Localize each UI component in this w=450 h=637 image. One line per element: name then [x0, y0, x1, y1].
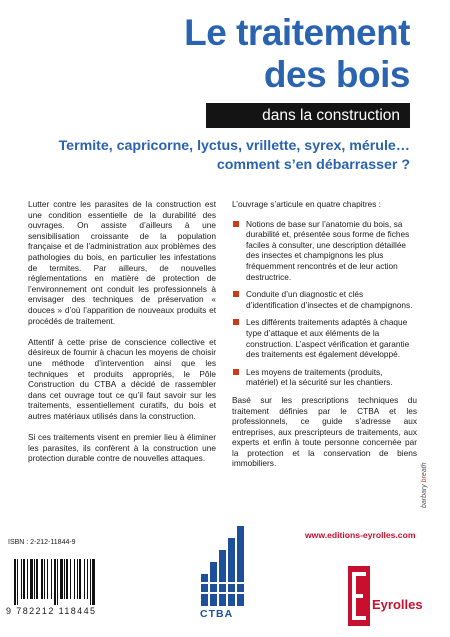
- eyrolles-logo-text: Eyrolles: [372, 597, 423, 612]
- tagline: [10, 137, 410, 175]
- design-credit: [421, 462, 428, 508]
- chapter-text: Conduite d’un diagnostic et clés d’identification d’insectes et de champignons.: [246, 289, 413, 310]
- book-title-line1: Le traitement: [184, 12, 410, 53]
- chapters-outro: Basé sur les prescriptions techniques du traitement définies par le CTBA et les professionnels, ce guide s’adresse aux entreprises, aux prescripteurs de traitements, aux experts et enfin à toute personne concernée par la protection et la conservation de biens immobiliers.: [232, 394, 417, 469]
- chapter-item: [232, 289, 417, 310]
- barcode-icon: [8, 559, 140, 605]
- ctba-logo-text: CTBA: [200, 608, 234, 620]
- chapter-text: Notions de base sur l’anatomie du bois, sa durabilité et, présentée sous forme de fiches faciles à consulter, une description détaillée des insectes et champignons les plus fréquemment rencontrés et de leur action destructrice.: [246, 218, 410, 282]
- chapter-list: [232, 219, 417, 388]
- credit-prefix: barbary: [421, 482, 428, 508]
- square-bullet-icon: [233, 221, 239, 227]
- square-bullet-icon: [233, 369, 239, 375]
- chapter-text: Les différents traitements adaptés à chaque type d’attaque et aux éléments de la construction. L’aspect vérification et garantie des traitements est également développé.: [246, 317, 410, 360]
- credit-suffix: reath: [421, 462, 428, 479]
- square-bullet-icon: [233, 291, 239, 297]
- credit-accent: b: [421, 478, 428, 483]
- chapters-intro: L’ouvrage s’articule en quatre chapitres :: [232, 199, 381, 209]
- book-title-line2: des bois: [263, 54, 410, 95]
- right-column: [232, 199, 417, 469]
- eyrolles-logo-icon: [348, 566, 370, 626]
- left-paragraph-2: Attentif à cette prise de conscience collective et désireux de fournir à chacun les moyens de choisir une méthode d’intervention ainsi que les techniques et produits appropriés, le Pôle Construction du CTBA a décidé de rassembler dans cet ouvrage tout ce qu’il faut savoir sur les traitements, essentiellement curatifs, du bois et autres matériaux utilisés dans la construction.: [28, 336, 216, 421]
- square-bullet-icon: [233, 319, 239, 325]
- chapter-item: [232, 219, 417, 283]
- book-subtitle: dans la construction: [206, 103, 410, 128]
- left-paragraph-3: Si ces traitements visent en premier lieu à éliminer les parasites, ils confèrent à la construction une protection durable contre de nouvelles attaques.: [28, 432, 216, 464]
- chapter-item: [232, 317, 417, 359]
- left-column: [28, 199, 216, 474]
- publisher-website-link[interactable]: www.editions-eyrolles.com: [305, 530, 416, 540]
- left-paragraph-1: Lutter contre les parasites de la construction est une condition essentielle de la durabilité des ouvrages. On assiste d’ailleurs à une sensibilisation croissante de la population française et de l’administration aux problèmes des pathologies du bois, en particulier les infestations de termites. Par ailleurs, de nouvelles réglementations en matière de protection de l’environnement ont conduit les professionnels à envisager des techniques de préservation « douces » d’où l’apparition de nouveaux produits et procédés de traitement.: [28, 199, 216, 326]
- barcode-block: [6, 539, 142, 629]
- book-title: [184, 12, 410, 96]
- isbn: ISBN : 2-212-11844-9: [8, 539, 76, 546]
- tagline-line2: comment s’en débarrasser ?: [216, 157, 410, 173]
- chapter-item: [232, 367, 417, 388]
- chapter-text: Les moyens de traitements (produits, matériel) et la sécurité sur les chantiers.: [246, 366, 393, 388]
- barcode-digits: 9 782212 118445: [6, 606, 97, 616]
- tagline-line1: Termite, capricorne, lyctus, vrillette, syrex, mérule…: [58, 138, 410, 154]
